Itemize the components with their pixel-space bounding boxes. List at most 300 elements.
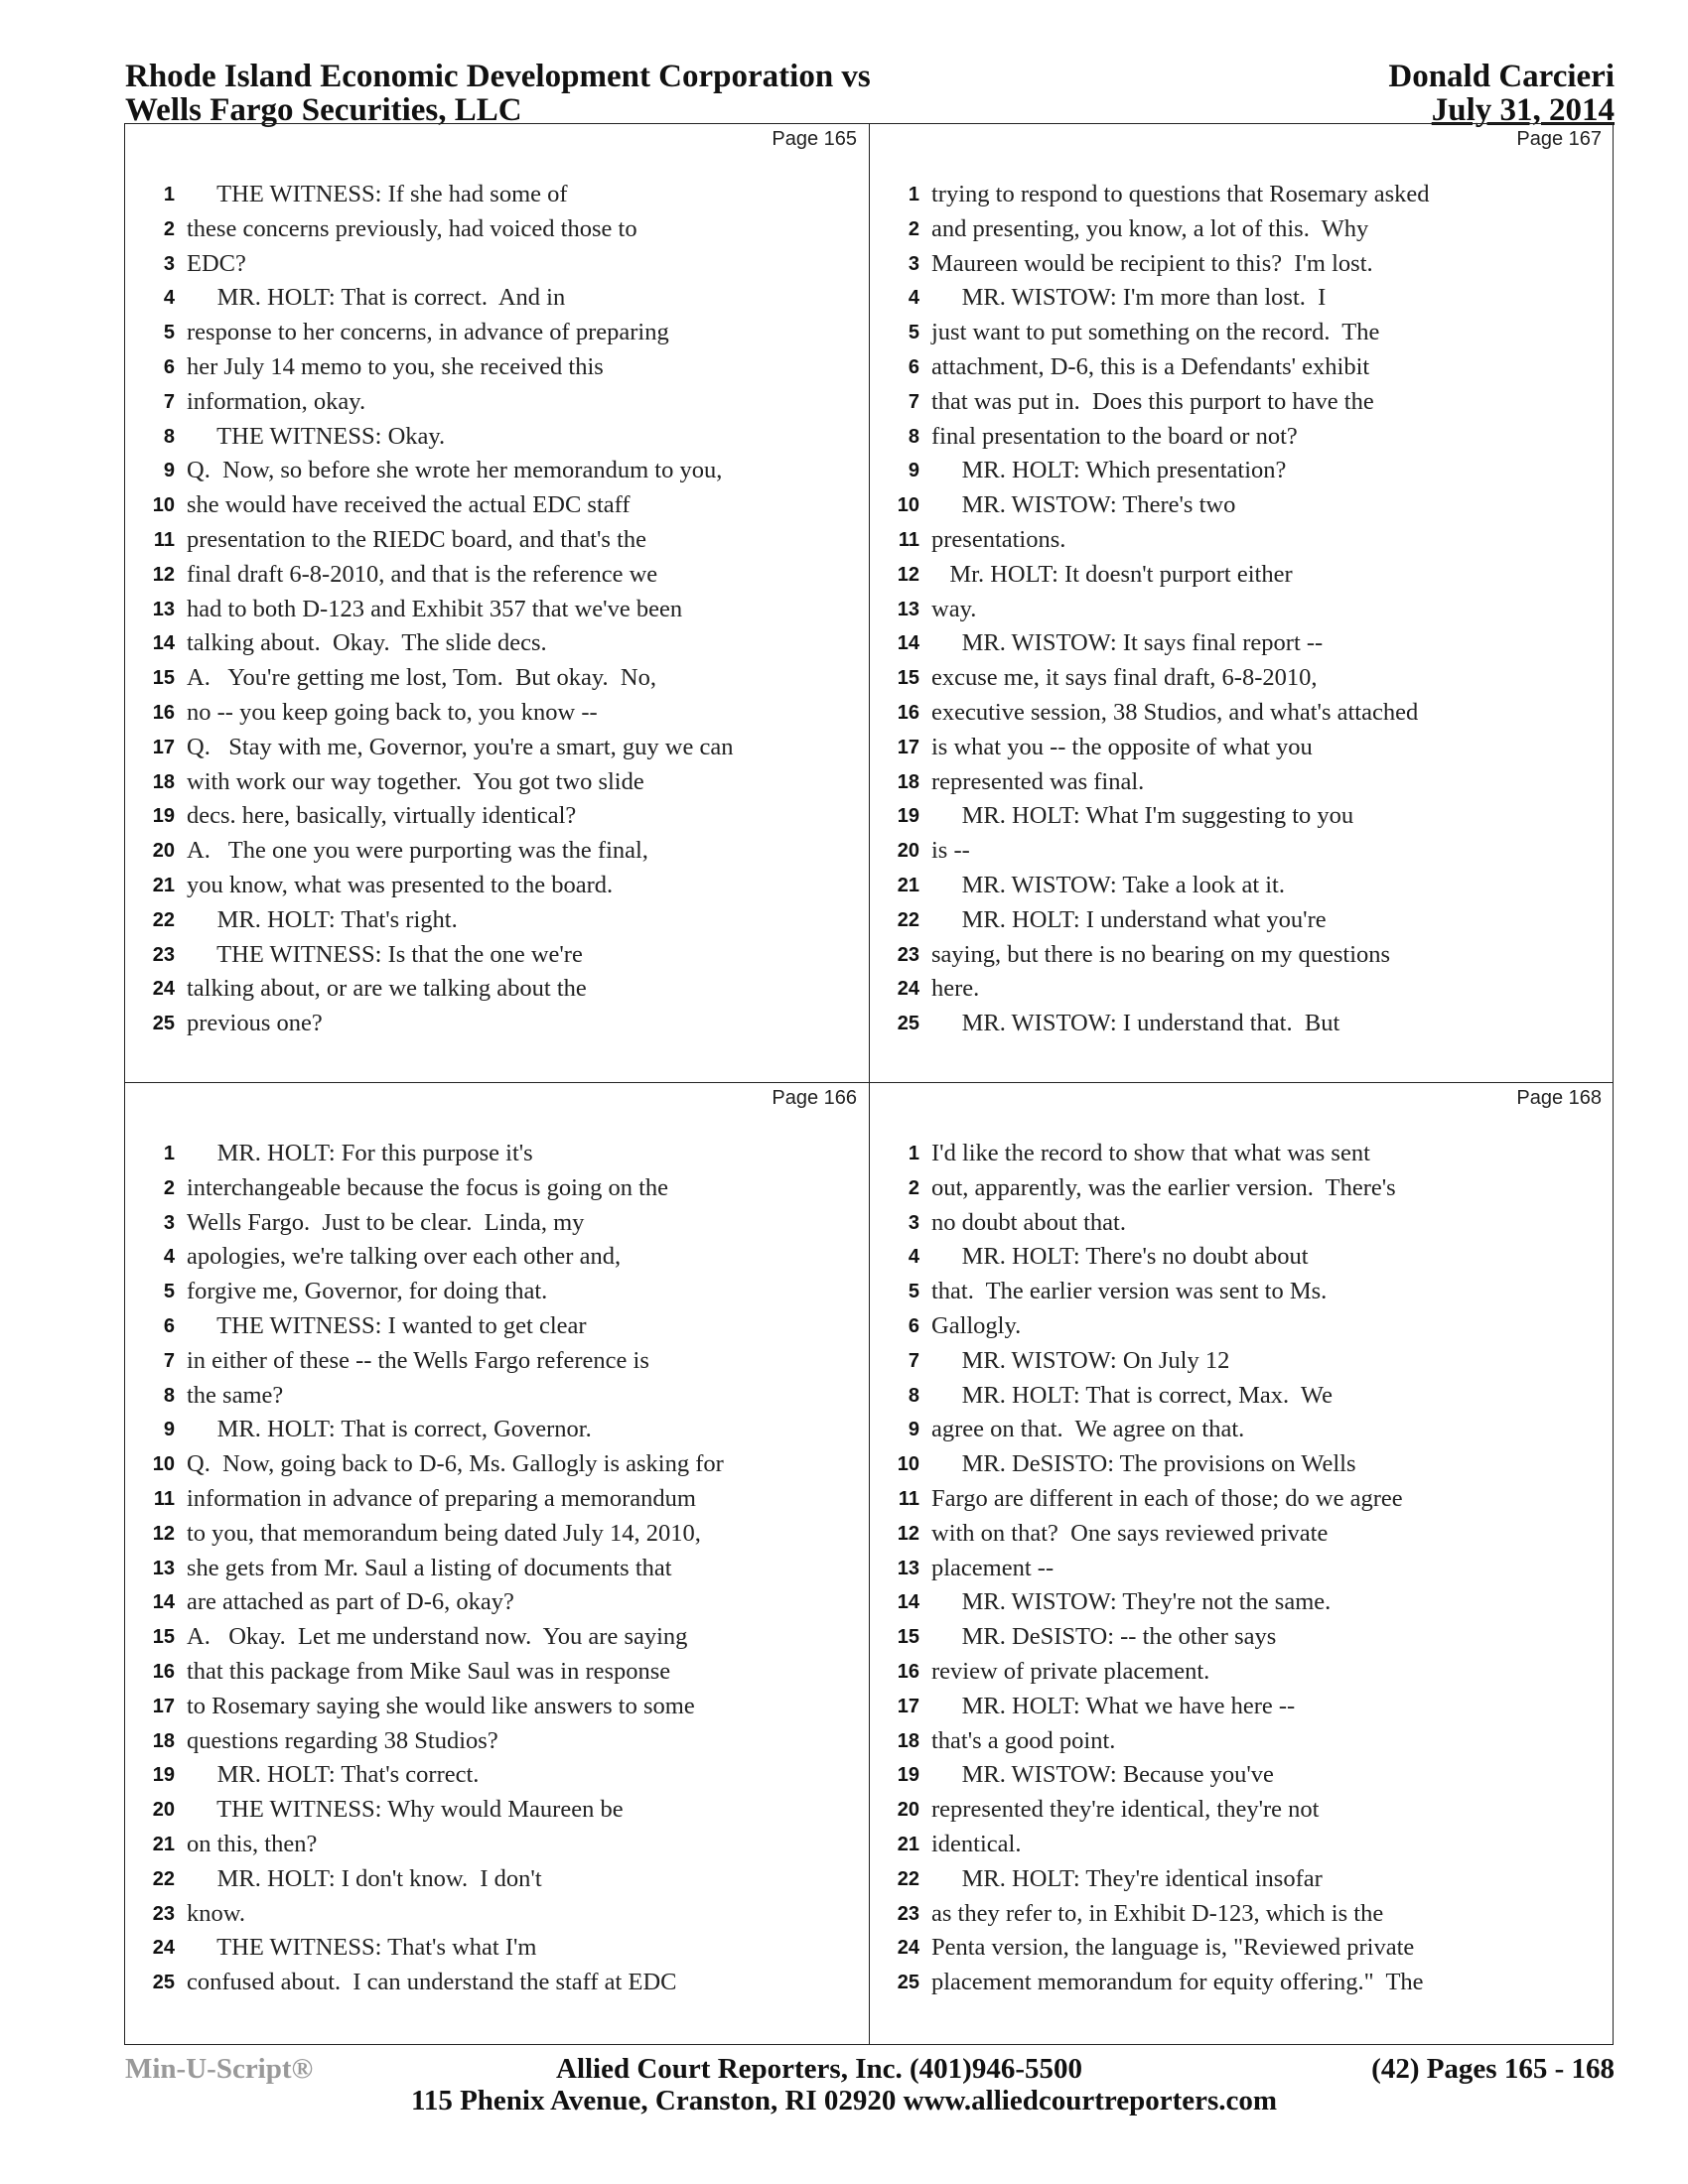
line-text: MR. WISTOW: There's two [931, 491, 1236, 519]
line-number: 22 [152, 908, 175, 931]
transcript-line [870, 1171, 1614, 1206]
transcript-line [870, 834, 1614, 869]
line-text: represented was final. [931, 767, 1145, 795]
transcript-page [125, 1083, 869, 2041]
transcript-line [125, 212, 869, 247]
line-number: 10 [897, 1453, 919, 1476]
transcript-line [870, 1007, 1614, 1041]
transcript-line [870, 1275, 1614, 1309]
line-number: 25 [152, 1013, 175, 1035]
line-text: executive session, 38 Studios, and what's attached [931, 698, 1419, 726]
transcript-line [870, 1344, 1614, 1379]
transcript-line [125, 1517, 869, 1552]
line-number: 6 [908, 1314, 919, 1337]
line-text: Q. Now, going back to D-6, Ms. Gallogly is asking for [187, 1450, 724, 1478]
line-number: 4 [163, 287, 175, 310]
line-text: A. You're getting me lost, Tom. But okay. No, [187, 664, 656, 692]
line-number: 21 [897, 1833, 919, 1855]
deposition-info [1388, 60, 1615, 127]
line-number: 2 [163, 1176, 175, 1199]
line-number: 17 [897, 1695, 919, 1717]
transcript-line [870, 488, 1614, 523]
line-number: 9 [163, 1419, 175, 1441]
line-number: 24 [152, 978, 175, 1001]
transcript-line [125, 1620, 869, 1655]
transcript-line [125, 696, 869, 731]
line-number: 22 [897, 1867, 919, 1890]
line-number: 8 [908, 1384, 919, 1407]
transcript-line [870, 1758, 1614, 1793]
line-number: 21 [897, 874, 919, 896]
line-text: MR. HOLT: What I'm suggesting to you [931, 802, 1354, 830]
transcript-line [125, 1758, 869, 1793]
transcript-line [870, 1828, 1614, 1862]
transcript-line [870, 247, 1614, 282]
line-number: 18 [897, 770, 919, 793]
transcript-line [870, 731, 1614, 765]
line-number: 19 [152, 1764, 175, 1787]
line-text: Fargo are different in each of those; do we agree [931, 1484, 1403, 1512]
line-number: 13 [152, 598, 175, 620]
line-text: MR. HOLT: That is correct, Governor. [187, 1416, 592, 1443]
transcript-line [125, 316, 869, 350]
line-number: 3 [163, 1211, 175, 1234]
page-number-label: Page 166 [772, 1087, 857, 1109]
line-number: 9 [908, 460, 919, 482]
line-text: MR. WISTOW: It says final report -- [931, 629, 1324, 657]
page-number-label: Page 168 [1516, 1087, 1602, 1109]
transcript-line [870, 765, 1614, 800]
line-number: 12 [152, 563, 175, 586]
line-text: MR. WISTOW: Take a look at it. [931, 871, 1285, 898]
line-number: 5 [908, 1281, 919, 1303]
transcript-line [870, 1137, 1614, 1171]
line-number: 22 [897, 908, 919, 931]
transcript-line [125, 1344, 869, 1379]
line-text: presentations. [931, 525, 1066, 553]
line-text: I'd like the record to show that what was sent [931, 1140, 1370, 1166]
transcript-line [125, 938, 869, 973]
line-text: MR. HOLT: That's correct. [187, 1761, 480, 1789]
line-number: 24 [897, 1937, 919, 1960]
line-text: MR. WISTOW: I understand that. But [931, 1010, 1340, 1037]
line-number: 14 [897, 632, 919, 655]
transcript-line [125, 593, 869, 627]
transcript-line [870, 1379, 1614, 1414]
line-number: 23 [897, 1902, 919, 1925]
line-number: 12 [897, 1522, 919, 1545]
transcript-line [870, 1724, 1614, 1759]
transcript-line [870, 212, 1614, 247]
transcript-line [125, 1309, 869, 1344]
line-text: MR. HOLT: What we have here -- [931, 1692, 1296, 1719]
line-text: Gallogly. [931, 1311, 1022, 1339]
transcript-line [870, 1240, 1614, 1275]
transcript-line [125, 1966, 869, 2000]
transcript-line [125, 1206, 869, 1241]
footer-address: 115 Phenix Avenue, Cranston, RI 02920 www.alliedcourtreporters.com [410, 2085, 1278, 2116]
line-text: decs. here, basically, virtually identical? [187, 802, 577, 830]
transcript-line [870, 626, 1614, 661]
line-text: MR. WISTOW: Because you've [931, 1761, 1274, 1789]
transcript-line [125, 350, 869, 385]
transcript-line [125, 626, 869, 661]
line-text: final draft 6-8-2010, and that is the reference we [187, 560, 658, 588]
line-number: 12 [152, 1522, 175, 1545]
transcript-line [125, 1862, 869, 1897]
line-text: MR. HOLT: Which presentation? [931, 457, 1287, 484]
transcript-line [125, 1724, 869, 1759]
transcript-line [125, 1275, 869, 1309]
transcript-line [870, 1517, 1614, 1552]
transcript-page [870, 1083, 1614, 2041]
line-number: 18 [152, 1729, 175, 1752]
footer-brand: Min-U-Script® [125, 2053, 314, 2085]
transcript-line [125, 558, 869, 593]
transcript-line [870, 1690, 1614, 1724]
transcript-line [125, 454, 869, 488]
transcript-line [870, 385, 1614, 420]
line-text: THE WITNESS: Is that the one we're [187, 940, 583, 968]
line-number: 6 [908, 355, 919, 378]
line-number: 5 [908, 322, 919, 344]
line-number: 19 [897, 805, 919, 828]
line-number: 9 [163, 460, 175, 482]
line-text: with work our way together. You got two slide [187, 767, 644, 795]
transcript-line [870, 869, 1614, 903]
transcript-line [870, 1552, 1614, 1586]
line-text: Mr. HOLT: It doesn't purport either [931, 560, 1293, 588]
line-text: previous one? [187, 1010, 323, 1037]
line-text: MR. DeSISTO: The provisions on Wells [931, 1450, 1356, 1478]
line-number: 16 [152, 701, 175, 724]
transcript-line [870, 1655, 1614, 1690]
line-number: 17 [152, 736, 175, 758]
line-number: 11 [898, 1487, 919, 1510]
line-text: MR. WISTOW: They're not the same. [931, 1588, 1332, 1616]
transcript-line [125, 869, 869, 903]
transcript-line [125, 420, 869, 455]
line-number: 2 [908, 217, 919, 240]
line-number: 1 [163, 184, 175, 205]
line-text: is what you -- the opposite of what you [931, 733, 1313, 760]
line-text: A. Okay. Let me understand now. You are saying [187, 1623, 688, 1651]
line-number: 17 [897, 736, 919, 758]
line-number: 10 [152, 1453, 175, 1476]
line-number: 10 [897, 494, 919, 517]
line-text: she gets from Mr. Saul a listing of documents that [187, 1554, 672, 1581]
line-text: talking about. Okay. The slide decs. [187, 629, 547, 657]
line-number: 8 [908, 425, 919, 448]
transcript-line [870, 972, 1614, 1007]
line-text: review of private placement. [931, 1657, 1210, 1685]
line-number: 5 [163, 322, 175, 344]
transcript-line [125, 1007, 869, 1041]
line-number: 5 [163, 1281, 175, 1303]
line-number: 25 [897, 1013, 919, 1035]
line-text: forgive me, Governor, for doing that. [187, 1278, 548, 1305]
line-text: her July 14 memo to you, she received this [187, 352, 604, 380]
line-number: 3 [908, 1211, 919, 1234]
line-text: MR. HOLT: There's no doubt about [931, 1243, 1309, 1271]
line-number: 15 [897, 1626, 919, 1649]
line-number: 11 [153, 528, 175, 551]
line-number: 25 [897, 1972, 919, 1994]
line-text: trying to respond to questions that Rosemary asked [931, 181, 1430, 207]
line-number: 23 [152, 1902, 175, 1925]
line-text: THE WITNESS: Okay. [187, 422, 446, 450]
line-text: represented they're identical, they're not [931, 1796, 1320, 1824]
line-text: had to both D-123 and Exhibit 357 that we've been [187, 595, 683, 622]
transcript-line [125, 1828, 869, 1862]
line-number: 15 [152, 667, 175, 690]
transcript-line [125, 903, 869, 938]
line-text: with on that? One says reviewed private [931, 1519, 1329, 1547]
transcript-line [870, 799, 1614, 834]
line-number: 20 [152, 840, 175, 863]
line-text: that's a good point. [931, 1726, 1116, 1754]
line-text: MR. HOLT: For this purpose it's [187, 1140, 533, 1166]
line-text: no -- you keep going back to, you know -- [187, 698, 598, 726]
line-number: 1 [908, 1143, 919, 1164]
line-text: to you, that memorandum being dated July 14, 2010, [187, 1519, 701, 1547]
transcript-line [870, 454, 1614, 488]
line-number: 3 [163, 252, 175, 275]
transcript-line [125, 765, 869, 800]
line-text: attachment, D-6, this is a Defendants' exhibit [931, 352, 1370, 380]
line-text: MR. WISTOW: I'm more than lost. I [931, 284, 1327, 312]
case-caption-line2: Wells Fargo Securities, LLC [125, 92, 522, 128]
line-text: MR. DeSISTO: -- the other says [931, 1623, 1277, 1651]
line-number: 20 [897, 1799, 919, 1822]
page-number-label: Page 165 [772, 128, 857, 150]
line-number: 2 [908, 1176, 919, 1199]
line-number: 16 [897, 701, 919, 724]
line-text: confused about. I can understand the staff at EDC [187, 1969, 677, 1996]
line-number: 16 [152, 1660, 175, 1683]
line-text: Q. Stay with me, Governor, you're a smart, guy we can [187, 733, 734, 760]
case-caption [125, 60, 871, 127]
transcript-line [125, 1379, 869, 1414]
line-text: final presentation to the board or not? [931, 422, 1298, 450]
line-number: 23 [152, 943, 175, 966]
line-text: MR. HOLT: I understand what you're [931, 905, 1327, 933]
transcript-line [125, 1931, 869, 1966]
line-number: 4 [908, 1246, 919, 1269]
transcript-line [870, 1862, 1614, 1897]
line-text: in either of these -- the Wells Fargo reference is [187, 1346, 649, 1374]
transcript-line [125, 661, 869, 696]
line-text: to Rosemary saying she would like answers to some [187, 1692, 695, 1719]
transcript-lines [870, 178, 1614, 1041]
line-text: Penta version, the language is, "Reviewed private [931, 1934, 1415, 1962]
line-number: 6 [163, 355, 175, 378]
transcript-line [125, 385, 869, 420]
transcript-line [125, 1482, 869, 1517]
transcript-line [125, 1690, 869, 1724]
line-text: that. The earlier version was sent to Ms. [931, 1278, 1328, 1305]
line-text: is -- [931, 837, 970, 865]
line-text: you know, what was presented to the board. [187, 871, 614, 898]
transcript-page [870, 124, 1614, 1082]
line-text: MR. HOLT: I don't know. I don't [187, 1864, 542, 1892]
transcript-line [125, 523, 869, 558]
transcript-line [125, 1585, 869, 1620]
transcript-line [125, 1240, 869, 1275]
line-number: 7 [163, 1349, 175, 1372]
transcript-line [125, 799, 869, 834]
transcript-line [870, 1585, 1614, 1620]
line-text: here. [931, 975, 980, 1003]
line-number: 13 [897, 598, 919, 620]
line-number: 7 [908, 1349, 919, 1372]
transcript-line [125, 281, 869, 316]
line-number: 11 [153, 1487, 175, 1510]
line-number: 6 [163, 1314, 175, 1337]
deponent-name: Donald Carcieri [1388, 59, 1615, 94]
line-text: these concerns previously, had voiced those to [187, 214, 637, 242]
transcript-line [125, 731, 869, 765]
transcript-line [125, 1413, 869, 1447]
line-text: response to her concerns, in advance of preparing [187, 319, 669, 346]
line-text: that this package from Mike Saul was in response [187, 1657, 671, 1685]
line-text: are attached as part of D-6, okay? [187, 1588, 514, 1616]
line-number: 7 [163, 390, 175, 413]
transcript-line [870, 1413, 1614, 1447]
line-text: Wells Fargo. Just to be clear. Linda, my [187, 1208, 585, 1236]
line-number: 16 [897, 1660, 919, 1683]
line-number: 8 [163, 425, 175, 448]
line-number: 7 [908, 390, 919, 413]
line-number: 14 [152, 632, 175, 655]
line-number: 4 [163, 1246, 175, 1269]
footer-reporter: Allied Court Reporters, Inc. (401)946-5500 [556, 2053, 1082, 2085]
line-text: on this, then? [187, 1830, 318, 1857]
line-text: way. [931, 595, 977, 622]
transcript-line [870, 178, 1614, 212]
line-text: questions regarding 38 Studios? [187, 1726, 498, 1754]
line-number: 21 [152, 1833, 175, 1855]
line-number: 1 [163, 1143, 175, 1164]
transcript-line [870, 696, 1614, 731]
line-text: excuse me, it says final draft, 6-8-2010, [931, 664, 1318, 692]
line-text: interchangeable because the focus is going on the [187, 1173, 669, 1201]
line-text: she would have received the actual EDC staff [187, 491, 631, 519]
transcript-line [870, 281, 1614, 316]
line-number: 12 [897, 563, 919, 586]
transcript-line [125, 1137, 869, 1171]
transcript-line [125, 1447, 869, 1482]
transcript-line [870, 1447, 1614, 1482]
line-text: and presenting, you know, a lot of this. Why [931, 214, 1369, 242]
line-number: 14 [152, 1591, 175, 1614]
line-text: MR. WISTOW: On July 12 [931, 1346, 1230, 1374]
page-number-label: Page 167 [1516, 128, 1602, 150]
case-caption-line1: Rhode Island Economic Development Corporation vs [125, 59, 871, 94]
transcript-line [125, 1552, 869, 1586]
line-text: Q. Now, so before she wrote her memorandum to you, [187, 457, 723, 484]
line-number: 24 [152, 1937, 175, 1960]
line-number: 1 [908, 184, 919, 205]
transcript-line [870, 316, 1614, 350]
transcript-line [870, 1966, 1614, 2000]
line-number: 17 [152, 1695, 175, 1717]
transcript-line [870, 350, 1614, 385]
line-number: 21 [152, 874, 175, 896]
transcript-line [125, 1171, 869, 1206]
line-number: 2 [163, 217, 175, 240]
line-text: apologies, we're talking over each other and, [187, 1243, 622, 1271]
line-number: 19 [897, 1764, 919, 1787]
line-text: THE WITNESS: If she had some of [187, 181, 568, 207]
transcript-page [125, 124, 869, 1082]
line-text: know. [187, 1899, 245, 1927]
line-number: 15 [152, 1626, 175, 1649]
line-text: out, apparently, was the earlier version. There's [931, 1173, 1396, 1201]
transcript-line [125, 834, 869, 869]
line-text: THE WITNESS: I wanted to get clear [187, 1311, 587, 1339]
line-text: no doubt about that. [931, 1208, 1126, 1236]
line-text: placement memorandum for equity offering." The [931, 1969, 1424, 1996]
transcript-line [870, 1793, 1614, 1828]
line-number: 15 [897, 667, 919, 690]
line-number: 19 [152, 805, 175, 828]
transcript-line [125, 972, 869, 1007]
line-text: the same? [187, 1381, 284, 1409]
transcript-line [125, 1897, 869, 1932]
line-number: 3 [908, 252, 919, 275]
transcript-line [870, 420, 1614, 455]
line-text: information in advance of preparing a memorandum [187, 1484, 696, 1512]
line-text: agree on that. We agree on that. [931, 1416, 1245, 1443]
transcript-line [870, 938, 1614, 973]
transcript-line [870, 1482, 1614, 1517]
transcript-line [870, 1620, 1614, 1655]
line-text: THE WITNESS: Why would Maureen be [187, 1796, 624, 1824]
transcript-line [125, 1793, 869, 1828]
line-number: 20 [152, 1799, 175, 1822]
line-text: talking about, or are we talking about the [187, 975, 587, 1003]
line-number: 22 [152, 1867, 175, 1890]
transcript-line [870, 1931, 1614, 1966]
line-text: MR. HOLT: They're identical insofar [931, 1864, 1323, 1892]
line-number: 9 [908, 1419, 919, 1441]
transcript-line [870, 1309, 1614, 1344]
line-number: 10 [152, 494, 175, 517]
transcript-line [125, 247, 869, 282]
line-text: information, okay. [187, 387, 366, 415]
line-number: 13 [152, 1557, 175, 1579]
line-text: MR. HOLT: That's right. [187, 905, 458, 933]
line-number: 4 [908, 287, 919, 310]
transcript-line [870, 558, 1614, 593]
transcript-line [870, 1897, 1614, 1932]
line-text: THE WITNESS: That's what I'm [187, 1934, 537, 1962]
line-number: 25 [152, 1972, 175, 1994]
line-text: just want to put something on the record. The [931, 319, 1380, 346]
transcript-line [870, 593, 1614, 627]
line-number: 11 [898, 528, 919, 551]
transcript-line [870, 661, 1614, 696]
line-text: EDC? [187, 249, 246, 277]
line-text: placement -- [931, 1554, 1055, 1581]
line-text: saying, but there is no bearing on my questions [931, 940, 1391, 968]
transcript-frame [124, 123, 1614, 2045]
line-text: that was put in. Does this purport to have the [931, 387, 1374, 415]
transcript-line [870, 523, 1614, 558]
line-number: 14 [897, 1591, 919, 1614]
transcript-line [870, 903, 1614, 938]
